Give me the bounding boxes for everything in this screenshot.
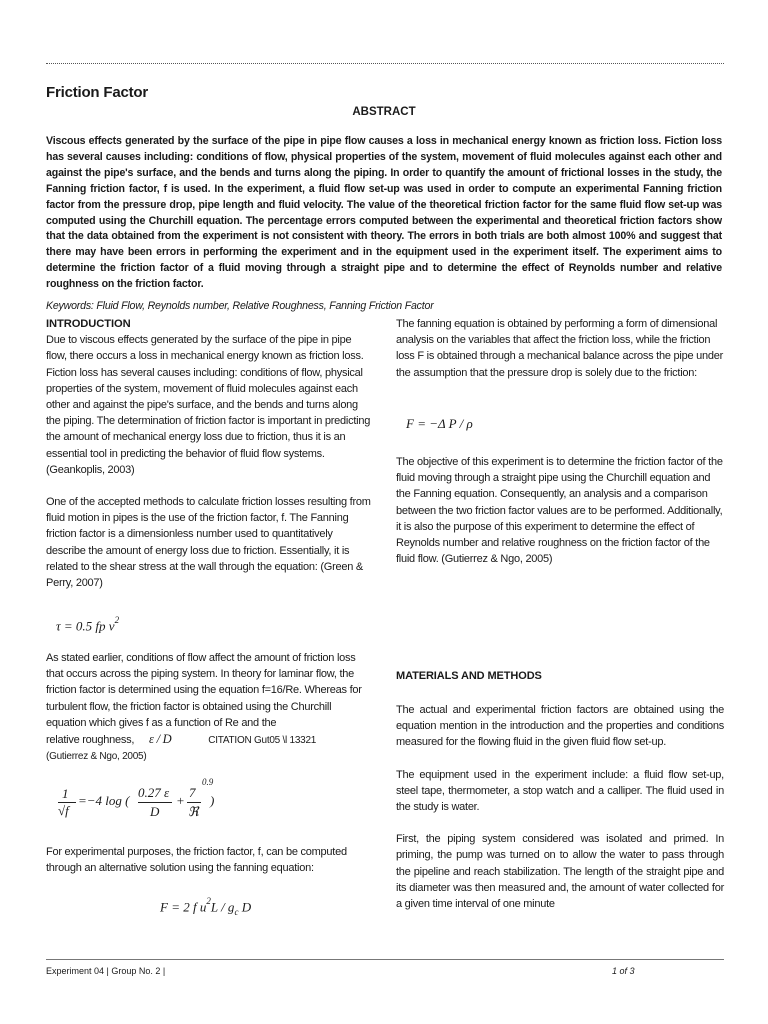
churchill-reynolds: ℜ — [188, 804, 199, 819]
abstract-heading: ABSTRACT — [352, 106, 416, 118]
right-paragraph-4: The equipment used in the experiment include: a fluid flow set-up, steel tape, thermometer, a stop watch and a calliper. The fluid used in the study is water. — [396, 768, 724, 814]
fanning-equation-tail: L / g — [210, 899, 235, 915]
right-paragraph-3-block — [396, 702, 724, 912]
fanning-equation-end: D — [238, 899, 252, 915]
pressure-drop-equation: F = −Δ P / ρ — [406, 416, 473, 431]
right-paragraph-2: The objective of this experiment is to determine the friction factor of the fluid moving through a straight pipe using the Churchill equation and the Fanning equation. Consequently, an analysis and a comparison between the two friction factor values are to be performed. Additionally, it is also the purpose of this experiment to determine the effect of Reynolds number and relative roughness on the friction factor of the fluid flow. (Gutierrez & Ngo, 2005) — [396, 456, 723, 566]
right-column — [396, 316, 724, 381]
churchill-re-bar — [187, 802, 201, 803]
keywords-line: Keywords: Fluid Flow, Reynolds number, Relative Roughness, Fanning Friction Factor — [46, 300, 434, 312]
churchill-close-paren: ) — [210, 793, 215, 808]
fanning-equation-subscript: c — [234, 906, 239, 917]
intro-paragraph-4: For experimental purposes, the friction factor, f, can be computed through an alternative solution using the fanning equation: — [46, 846, 347, 875]
churchill-sqrt-f: √f — [58, 803, 69, 818]
footer-rule — [46, 959, 724, 960]
citation-field-code: CITATION Gut05 \l 13321 — [208, 735, 317, 747]
footer-experiment-label: Experiment 04 | Group No. 2 | — [46, 966, 166, 976]
intro-paragraph-3: As stated earlier, conditions of flow affect the amount of friction loss that occurs across the piping system. In theory for laminar flow, the friction factor is determined using the equation f=16/Re. Whereas for turbulent flow, the friction factor is obtained using the Churchill equation which gives f as a function of Re and the — [46, 652, 362, 729]
intro-paragraph-2: One of the accepted methods to calculate friction losses resulting from fluid motion in pipes is the use of the friction factor, f. The Fanning friction factor is a dimensionless number used to quantitatively describe the amount of energy loss due to friction. Essentially, it is related to the shear stress at the wall through the equation: (Green & Perry, 2007) — [46, 496, 371, 590]
left-column — [46, 316, 374, 591]
right-paragraph-5: First, the piping system considered was isolated and primed. In priming, the pump was turned on to allow the water to pass through the pipeline and reach stabilization. The length of the straight pipe and its diameter was then measured and, the amount of water collected for a given time interval of one minute — [396, 833, 724, 911]
right-paragraph-1: The fanning equation is obtained by performing a form of dimensional analysis on the variables that affect the friction loss, while the friction loss F is obtained through a mechanical balance across the pipe under the assumption that the pressure drop is solely due to the friction: — [396, 318, 724, 379]
document-title: Friction Factor — [46, 84, 149, 101]
churchill-plus: + — [176, 793, 185, 808]
fanning-equation-exponent: 2 — [206, 896, 211, 906]
churchill-frac-bar — [138, 802, 172, 803]
intro-paragraph-3-block — [46, 650, 374, 765]
churchill-numerator-one: 1 — [62, 786, 69, 801]
top-dotted-rule — [46, 63, 724, 64]
intro-paragraph-1: Due to viscous effects generated by the surface of the pipe in pipe flow, there occurs a loss in mechanical energy known as friction loss. Fiction loss has several causes including: conditions of flow, physical properties of the system, movement of fluid molecules against each other and against the pipe's surface, and the bends and turns along the piping. The determination of friction factor is important in predicting the amount of mechanical energy loss due to friction, thus it is an essential tool in predicting the behavior of fluid flow systems. (Geankoplis, 2003) — [46, 334, 371, 476]
churchill-power: 0.9 — [202, 777, 214, 787]
shear-stress-equation-exponent: 2 — [114, 615, 120, 625]
right-paragraph-2-block — [396, 454, 724, 567]
materials-methods-heading: MATERIALS AND METHODS — [396, 670, 542, 682]
introduction-heading: INTRODUCTION — [46, 318, 131, 330]
churchill-seven: 7 — [189, 785, 196, 800]
fanning-equation — [160, 898, 251, 917]
churchill-equation — [58, 777, 288, 830]
intro-paragraph-4-block — [46, 844, 374, 876]
relative-roughness-label: relative roughness, — [46, 734, 135, 747]
fanning-equation-main: F = 2 f u — [160, 899, 207, 915]
churchill-log-term: =−4 log ( — [78, 793, 130, 808]
relative-roughness-equation: ε / D — [149, 732, 172, 747]
churchill-frac-denominator: D — [150, 804, 160, 819]
footer-page-number: 1 of 3 — [612, 966, 635, 976]
shear-stress-equation-main: τ = 0.5 fp v — [56, 618, 115, 634]
citation-text: (Gutierrez & Ngo, 2005) — [46, 751, 147, 763]
shear-stress-equation — [56, 617, 119, 634]
churchill-frac-numerator: 0.27 ε — [138, 785, 170, 800]
abstract-text: Viscous effects generated by the surface of the pipe in pipe flow causes a loss in mechanical energy known as friction loss. Fiction loss has several causes including: conditions of flow, physical properties of the system, movement of fluid molecules against each other and against the pipe's surface, and the bends and turns along the piping. In order to quantify the amount of frictional losses in the study, the Fanning friction factor, f is used. In the experiment, a fluid flow set-up was used in order to compute an experimental Fanning friction factor from the pressure drop, pipe length and fluid velocity. The value of the theoretical friction factor for the same fluid flow set-up was computed using the Churchill equation. The percentage errors computed between the experimental and theoretical friction factors show that the data obtained from the experiment is not consistent with theory. The errors in both trials are both almost 100% and suggest that there may have been errors in performing the experiment and in the equipment used in the experiment itself. The experiment aims to determine the friction factor of a fluid moving through a straight pipe and to determine the effect of Reynolds number and relative roughness on the friction factor. — [46, 135, 722, 291]
right-paragraph-3: The actual and experimental friction factors are obtained using the equation mention in the introduction and the properties and conditions measured for the flowing fluid in the given fluid flow set-up. — [396, 704, 724, 749]
